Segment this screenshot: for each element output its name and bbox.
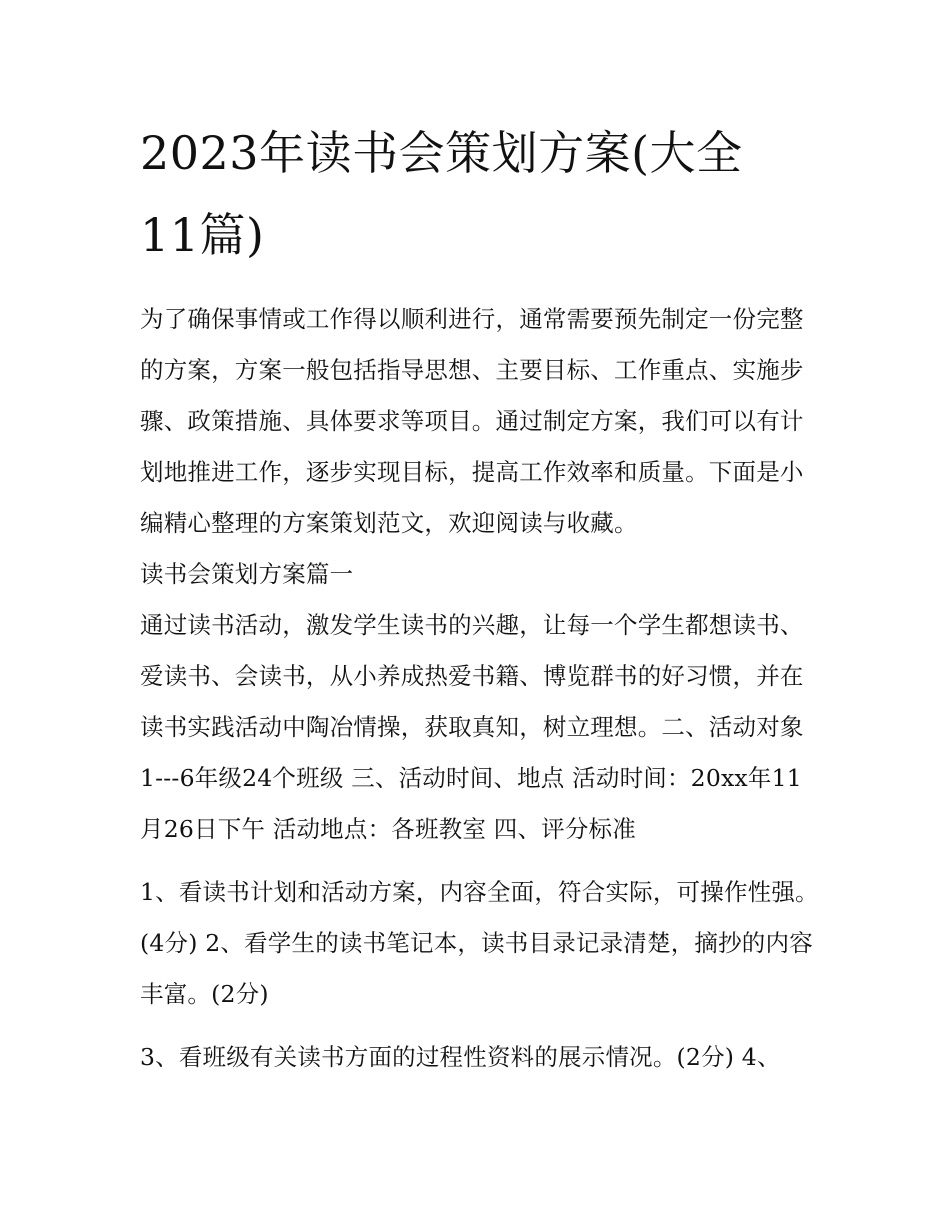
body-paragraph: 通过读书活动，激发学生读书的兴趣，让每一个学生都想读书、爱读书、会读书，从小养成热爱书籍、博览群书的好习惯，并在读书实践活动中陶冶情操，获取真知，树立理想。二、活动对象1---6年级24个班级 三、活动时间、地点 活动时间：20xx年11月26日下午 活动地点：各班教室 四、评分标准 [140, 611, 804, 843]
title-line-1: 2023年读书会策划方案(大全 [140, 126, 743, 180]
body-paragraph: 3、看班级有关读书方面的过程性资料的展示情况。(2分) 4、 [140, 1043, 781, 1071]
section-heading: 读书会策划方案篇一 [140, 560, 354, 588]
title-line-2: 11篇) [140, 208, 265, 262]
document-body [140, 112, 820, 1083]
body-paragraph: 1、看读书计划和活动方案，内容全面，符合实际，可操作性强。(4分) 2、看学生的读书笔记本，读书目录记录清楚，摘抄的内容丰富。(2分) [140, 878, 819, 1008]
intro-paragraph: 为了确保事情或工作得以顺利进行，通常需要预先制定一份完整的方案，方案一般包括指导思想、主要目标、工作重点、实施步骤、政策措施、具体要求等项目。通过制定方案，我们可以有计划地推进工作，逐步实现目标，提高工作效率和质量。下面是小编精心整理的方案策划范文，欢迎阅读与收藏。 [140, 305, 804, 537]
document-title [140, 112, 820, 276]
